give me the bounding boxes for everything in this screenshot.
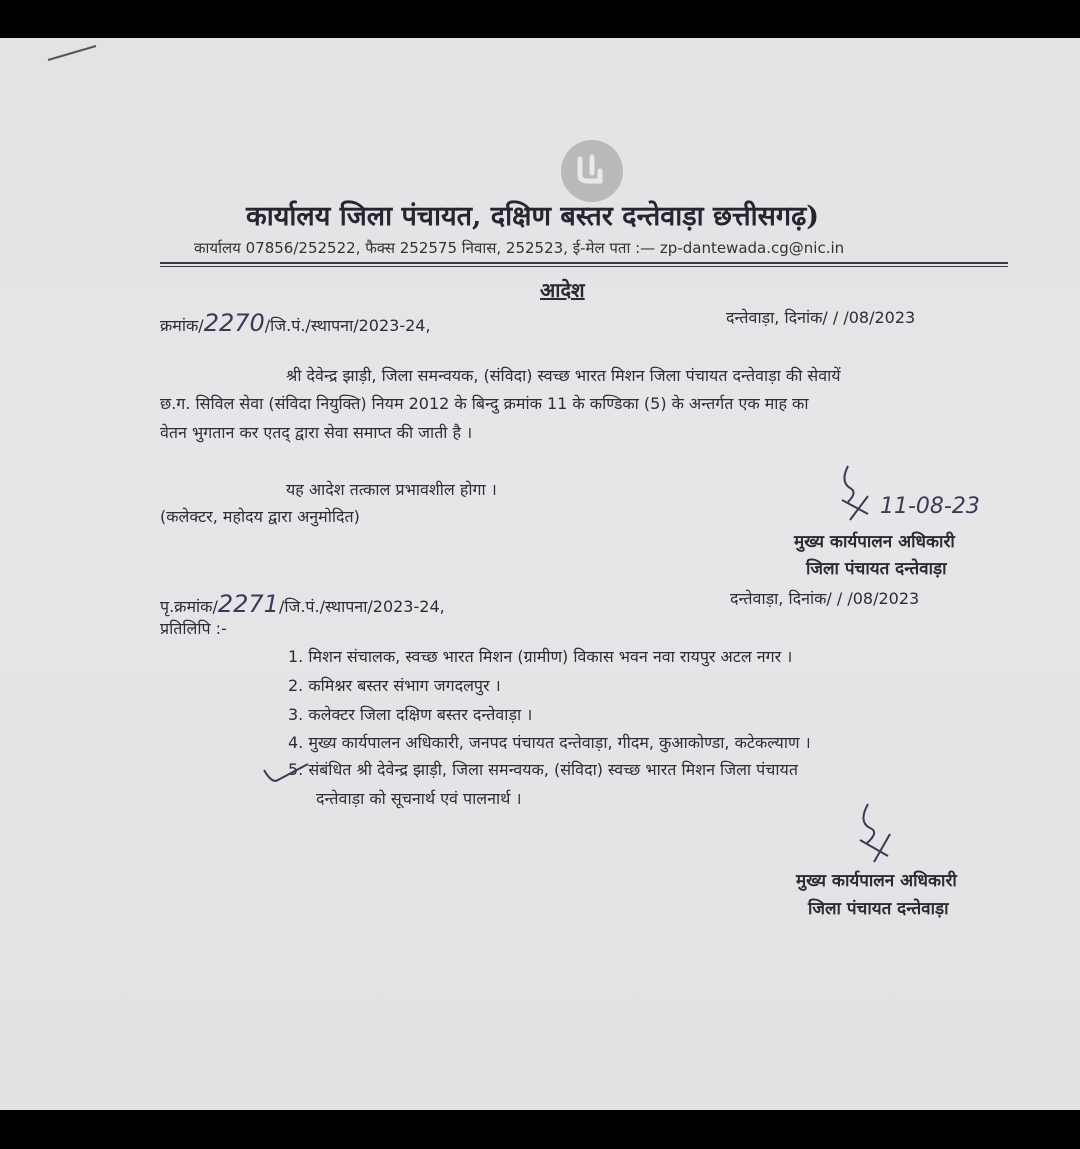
order-effective: यह आदेश तत्काल प्रभावशील होगा । (286, 480, 497, 499)
header-rule-thin (160, 266, 1008, 267)
signature1-office: जिला पंचायत दन्तेवाड़ा (806, 559, 947, 579)
signature2-office: जिला पंचायत दन्तेवाड़ा (808, 899, 949, 919)
endorsement-ref-number: 2271 (217, 590, 279, 618)
endorsement-ref: पृ.क्रमांक/2271/जि.पं./स्थापना/2023-24, (160, 590, 445, 618)
office-contact: कार्यालय 07856/252522, फैक्स 252575 निवास, 252523, ई-मेल पता :— zp-dantewada.cg@nic.in (194, 239, 845, 257)
signature2-designation: मुख्य कार्यपालन अधिकारी (796, 871, 957, 891)
order-ref: क्रमांक/2270/जि.पं./स्थापना/2023-24, (160, 309, 431, 337)
order-approval: (कलेक्टर, महोदय द्वारा अनुमोदित) (160, 507, 360, 526)
pen-mark (44, 42, 100, 66)
copy-item: 1. मिशन संचालक, स्वच्छ भारत मिशन (ग्रामीण) विकास भवन नवा रायपुर अटल नगर । (288, 647, 793, 666)
copy-item: 3. कलेक्टर जिला दक्षिण बस्तर दन्तेवाड़ा । (288, 705, 533, 724)
copy-item: 4. मुख्य कार्यपालन अधिकारी, जनपद पंचायत दन्तेवाड़ा, गीदम, कुआकोण्डा, कटेकल्याण । (288, 733, 811, 752)
tick-mark (262, 758, 312, 788)
copy-item: 5. संबंधित श्री देवेन्द्र झाड़ी, जिला समन्वयक, (संविदा) स्वच्छ भारत मिशन जिला पंचायत (288, 760, 798, 779)
copy-item: 2. कमिश्नर बस्तर संभाग जगदलपुर । (288, 676, 501, 695)
order-ref-number: 2270 (203, 309, 265, 337)
order-body-line3: वेतन भुगतान कर एतद् द्वारा सेवा समाप्त की जाती है । (160, 423, 473, 442)
office-title: कार्यालय जिला पंचायत, दक्षिण बस्तर दन्तेवाड़ा छत्तीसगढ़) (246, 201, 820, 232)
header-rule (160, 262, 1008, 264)
copy-label: प्रतिलिपि :- (160, 619, 227, 638)
signature-date: 11-08-23 (880, 494, 980, 519)
copy-item-continuation: दन्तेवाड़ा को सूचनार्थ एवं पालनार्थ । (316, 789, 522, 808)
signature-scribble-1 (828, 462, 888, 522)
order-date: दन्तेवाड़ा, दिनांक/ / /08/2023 (726, 308, 916, 327)
panchayat-logo-icon (561, 140, 623, 202)
order-heading: आदेश (540, 278, 585, 302)
order-body-line1: श्री देवेन्द्र झाड़ी, जिला समन्वयक, (संविदा) स्वच्छ भारत मिशन जिला पंचायत दन्तेवाड़ा की सेवायें (286, 366, 841, 385)
endorsement-date: दन्तेवाड़ा, दिनांक/ / /08/2023 (730, 589, 920, 608)
signature-scribble-2 (848, 800, 908, 864)
signature1-designation: मुख्य कार्यपालन अधिकारी (794, 532, 955, 552)
order-body-line2: छ.ग. सिविल सेवा (संविदा नियुक्ति) नियम 2012 के बिन्दु क्रमांक 11 के कण्डिका (5) के अन्तर्गत एक माह का (160, 394, 809, 413)
